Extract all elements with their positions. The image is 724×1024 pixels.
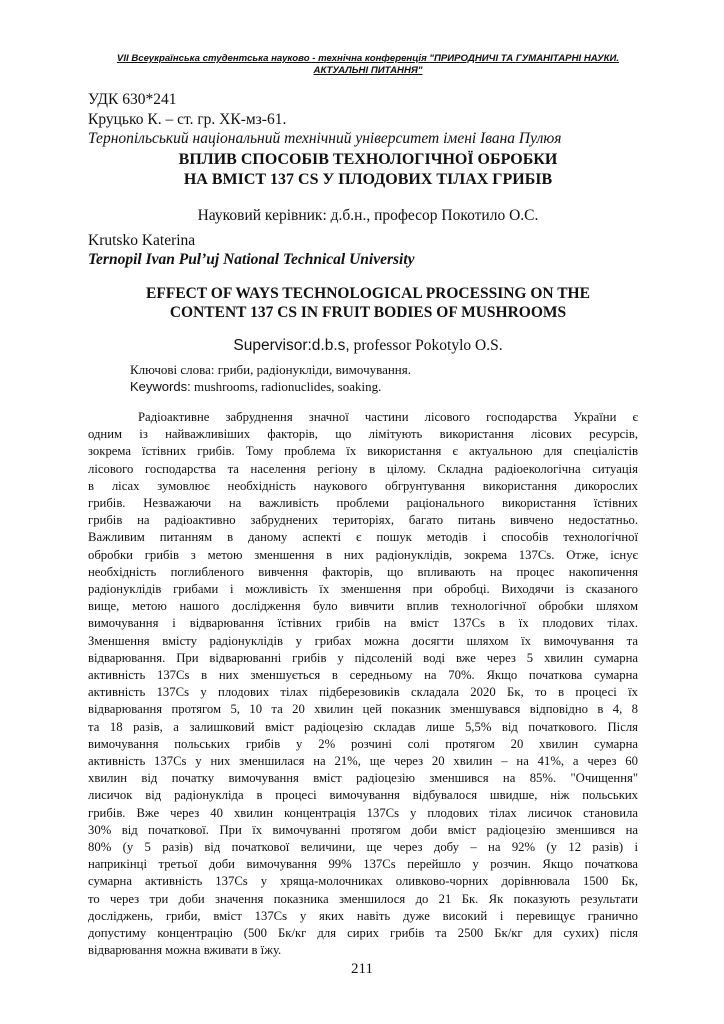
body-line: одним із найважливіших факторів, що лімітують використання лісових ресурсів,	[88, 427, 638, 442]
body-line: вище, метою нашого дослідження було вивчити вплив технологічної обробки шляхом	[88, 599, 638, 614]
author-uk: Круцько К. – ст. гр. ХК-мз-61.	[88, 111, 287, 128]
keywords-en-rest: mushrooms, radionuclides, soaking.	[190, 379, 382, 394]
body-line: наприкінці третьої доби вимочування 99% 137Cs перейшло у розчин. Якщо початкова	[88, 857, 638, 872]
body-line: лисичок від радіонукліда в процесі вимочування відбувалося швидше, ніж польських	[88, 788, 638, 803]
body-line: грибів. Незважаючи на важливість проблеми раціонального використання їстівних	[88, 496, 638, 511]
body-line: обробки грибів з метою зменшення в них радіонуклідів, зокрема 137Cs. Отже, існує	[88, 547, 638, 562]
body-line: Зменшення вмісту радіонуклідів у грибах можна досягти шляхом їх вимочування та	[88, 633, 638, 648]
body-line: досліджень, гриби, вміст 137Cs у яких навіть дуже високий і перевищує гранично	[88, 908, 638, 923]
body-line: то через три доби значення показника зменшилося до 21 Бк. Як показують результати	[88, 891, 638, 906]
body-line: активність 137Cs в них зменшується в середньому на 70%. Якщо початкова сумарна	[88, 668, 638, 683]
supervisor-uk: Науковий керівник: д.б.н., професор Покотило О.С.	[197, 207, 539, 224]
body-line: лісового господарства та населення регіону в цілому. Складна радіоекологічна ситуація	[88, 461, 638, 476]
supervisor-en-name: professor Pokotylo O.S.	[349, 337, 503, 354]
body-line: відварювання протягом 5, 10 та 20 хвилин цей показник зменшувався відповідно в 4, 8	[88, 702, 638, 717]
body-line: Важливим питанням в даному аспекті є пошук методів і способів технологічної	[88, 530, 638, 545]
keywords-en	[130, 378, 381, 395]
body-line: сумарна активність 137Cs у хряща-молочниках оливково-чорних дорівнювала 1500 Бк,	[88, 874, 638, 889]
body-line: відварювання. При відварюванні грибів у підсоленій воді вже через 5 хвилин сумарна	[88, 650, 638, 665]
body-line: зокрема їстівних грибів. Тому проблема їх використання є актуальною для спеціалістів	[88, 444, 638, 459]
supervisor-en	[88, 337, 648, 355]
body-line: хвилин від початку вимочування вміст радіоцезію зменшився на 85%. "Очищення"	[88, 771, 638, 786]
page-number: 211	[351, 961, 373, 977]
body-line: допустиму концентрацію (500 Бк/кг для сирих грибів та 2500 Бк/кг для сухих) після	[88, 926, 638, 941]
university-uk: Тернопільський національний технічний університет імені Івана Пулюя	[88, 130, 562, 147]
body-line: та 18 разів, а залишковий вміст радіоцезію складав лише 5,5% від початкового. Після	[88, 719, 638, 734]
university-en: Ternopil Ivan Pul’uj National Technical University	[88, 251, 415, 268]
body-line: відварювання можна вживати в їжу.	[88, 943, 282, 958]
body-line: вимочування польських грибів у 2% розчині солі протягом 20 хвилин сумарна	[88, 736, 638, 751]
body-line: грибів. Вже через 40 хвилин концентрація 137Cs у плодових тілах лисичок становила	[88, 805, 638, 820]
conference-header-line-1: VII Всеукраїнська студентська науково - технічна конференція "ПРИРОДНИЧІ ТА ГУМАНІТАРНІ НАУКИ.	[116, 53, 620, 64]
conference-header	[88, 53, 648, 77]
body-line: грибів на радіоактивно забруднених територіях, багато питань вивчено недостатньо.	[88, 513, 638, 528]
title-uk-line-1: ВПЛИВ СПОСОБІВ ТЕХНОЛОГІЧНОЇ ОБРОБКИ	[178, 151, 558, 168]
udk-code: УДК 630*241	[88, 91, 177, 108]
body-line: активність 137Cs у плодових тілах підберезовиків складала 2020 Бк, то в процесі їх	[88, 685, 638, 700]
author-en: Krutsko Katerina	[88, 232, 196, 249]
title-en	[88, 284, 648, 322]
body-line: радіонуклідів грибами і можливість їх зменшення при обробці. Виходячи із сказаного	[88, 582, 638, 597]
title-en-line-2: CONTENT 137 CS IN FRUIT BODIES OF MUSHROOMS	[169, 304, 567, 321]
conference-header-line-2: АКТУАЛЬНІ ПИТАННЯ"	[313, 65, 423, 76]
supervisor-en-label: Supervisor:d.b.s,	[233, 337, 350, 354]
body-line: активність 137Cs у них зменшилася на 21%, ще через 20 хвилин – на 41%, а через 60	[88, 754, 638, 769]
body-line: Радіоактивне забруднення значної частини лісового господарства України є	[138, 410, 638, 424]
body-line: вимочування і відварювання їстівних грибів на вміст 137Cs в їх плодових тілах.	[88, 616, 638, 631]
title-uk	[88, 150, 648, 190]
body-line: необхідність поглибленого вивчення факторів, що впливають на процес накопичення	[88, 564, 638, 579]
keywords-uk	[130, 361, 411, 378]
body-line: в лісах зумовлює необхідність наукового обгрунтування використання дикорослих	[88, 478, 638, 493]
body-line: 30% від початкової. При їх вимочуванні протягом доби вміст радіоцезію зменшився на	[88, 822, 638, 837]
title-uk-line-2: НА ВМІСТ 137 CS У ПЛОДОВИХ ТІЛАХ ГРИБІВ	[183, 171, 553, 188]
abstract-body	[88, 409, 638, 960]
keywords-uk-rest: вимочування.	[332, 362, 411, 377]
title-en-line-1: EFFECT OF WAYS TECHNOLOGICAL PROCESSING ON THE	[146, 285, 590, 302]
keywords-en-label: Keywords:	[130, 379, 191, 394]
keywords-uk-label: Ключові слова: гриби, радіонукліди,	[130, 362, 333, 377]
body-line: 80% (у 5 разів) від початкової величини, ще через добу – на 92% (у 12 разів) і	[88, 840, 638, 855]
